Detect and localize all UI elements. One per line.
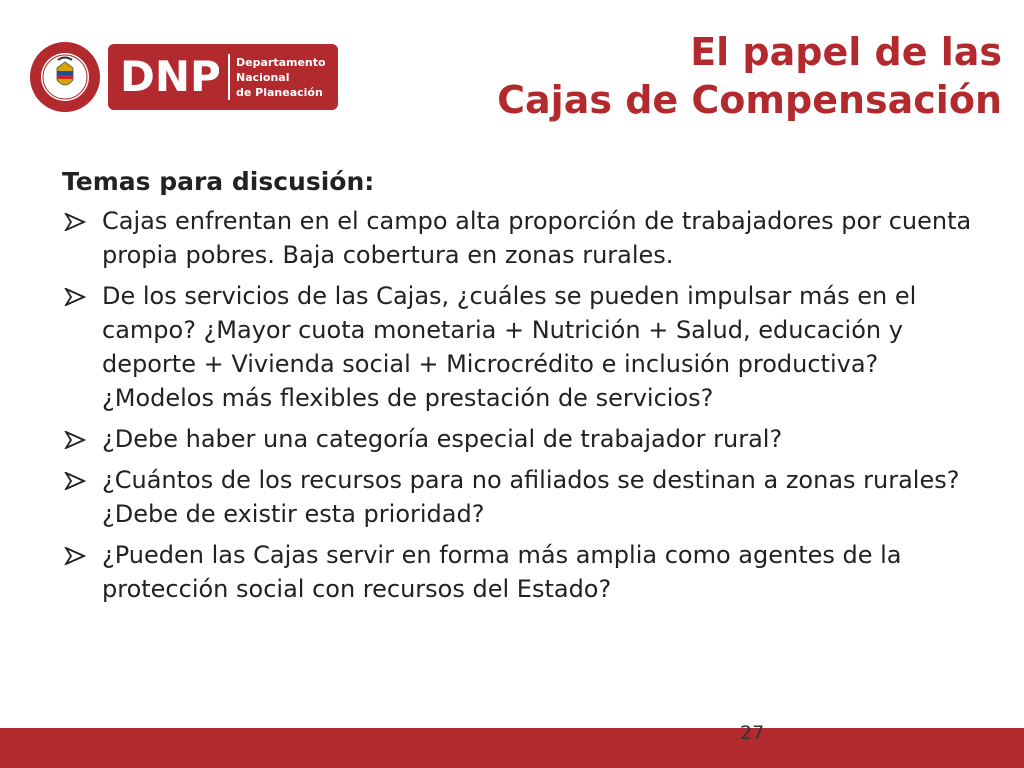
section-heading: Temas para discusión: [62, 167, 375, 196]
list-item [62, 204, 992, 272]
list-item [62, 422, 992, 456]
dnp-subtitle [236, 55, 336, 100]
slide-content [62, 164, 992, 613]
arrow-bullet-icon [64, 472, 86, 490]
arrow-bullet-icon [64, 213, 86, 231]
list-item-text: ¿Pueden las Cajas servir en forma más amplia como agentes de la protección social con recursos del Estado? [102, 541, 902, 603]
dnp-subtitle-line: Departamento [236, 56, 326, 69]
slide-title-line: Cajas de Compensación [497, 78, 1002, 122]
list-item-text: Cajas enfrentan en el campo alta proporción de trabajadores por cuenta propia pobres. Baja cobertura en zonas rurales. [102, 207, 972, 269]
page-number: 27 [740, 722, 765, 744]
dnp-subtitle-line: de Planeación [236, 86, 323, 99]
list-item [62, 463, 992, 531]
dnp-subtitle-line: Nacional [236, 71, 290, 84]
bullet-list [62, 204, 992, 606]
arrow-bullet-icon [64, 288, 86, 306]
list-item-text: De los servicios de las Cajas, ¿cuáles se pueden impulsar más en el campo? ¿Mayor cuota monetaria + Nutrición + Salud, educación y deporte + Vivienda social + Microcrédito e inclusión productiva? ¿Modelos más flexibles de prestación de servicios? [102, 282, 917, 412]
slide-title [497, 28, 1002, 124]
dnp-badge [108, 44, 338, 110]
slide-title-line: El papel de las [690, 30, 1002, 74]
colombia-seal-icon [28, 40, 102, 114]
dnp-letters: DNP [120, 52, 221, 101]
logo-divider [228, 54, 230, 100]
list-item [62, 538, 992, 606]
footer-bar [0, 728, 1024, 768]
arrow-bullet-icon [64, 431, 86, 449]
list-item-text: ¿Debe haber una categoría especial de trabajador rural? [102, 425, 783, 453]
arrow-bullet-icon [64, 547, 86, 565]
list-item-text: ¿Cuántos de los recursos para no afiliados se destinan a zonas rurales? ¿Debe de existir esta prioridad? [102, 466, 960, 528]
list-item [62, 279, 992, 415]
